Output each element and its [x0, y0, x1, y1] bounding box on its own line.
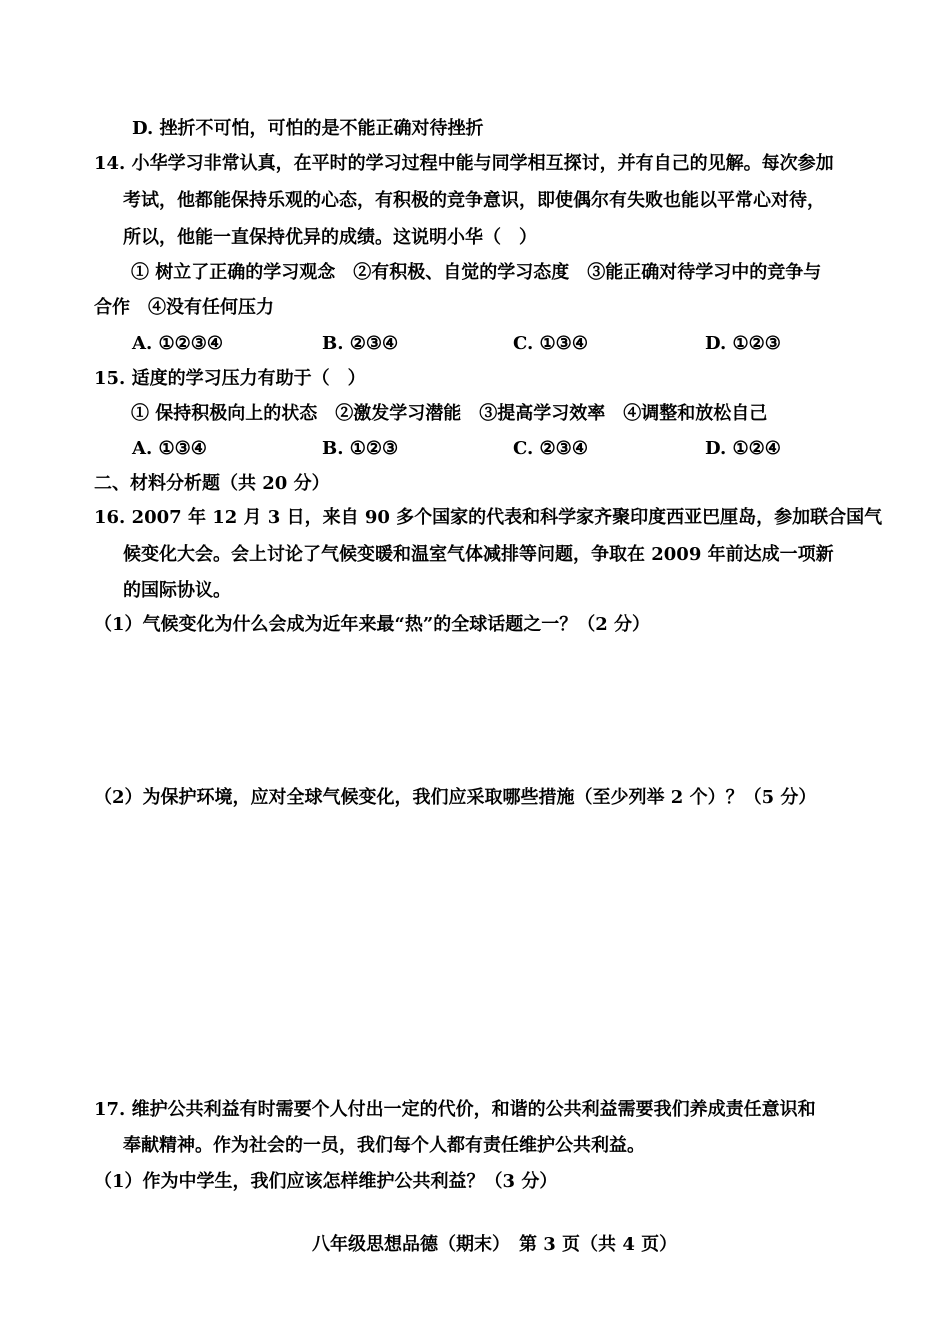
q14-stem-line1: 14. 小华学习非常认真，在平时的学习过程中能与同学相互探讨，并有自己的见解。每次参加 [94, 153, 834, 174]
q14-items-line2: 合作 ④没有任何压力 [94, 297, 274, 318]
q17-sub1: （1）作为中学生，我们应该怎样维护公共利益？（3 分） [94, 1171, 558, 1192]
q16-stem-line1: 16. 2007 年 12 月 3 日，来自 90 多个国家的代表和科学家齐聚印度西亚巴厘岛，参加联合国气 [94, 507, 883, 528]
q16-sub1: （1）气候变化为什么会成为近年来最“热”的全球话题之一？（2 分） [94, 614, 651, 635]
q16-stem-line3: 的国际协议。 [123, 580, 231, 601]
q14-option-d: D. ①②③ [705, 333, 781, 354]
q14-stem-line3: 所以，他能一直保持优异的成绩。这说明小华（ ） [123, 227, 537, 248]
q17-stem-line2: 奉献精神。作为社会的一员，我们每个人都有责任维护公共利益。 [123, 1135, 645, 1156]
section2-heading: 二、材料分析题（共 20 分） [94, 473, 330, 494]
page-footer: 八年级思想品德（期末） 第 3 页（共 4 页） [312, 1234, 678, 1255]
q16-sub2: （2）为保护环境，应对全球气候变化，我们应采取哪些措施（至少列举 2 个）？（5 分） [94, 787, 817, 808]
q13-option-d: D. 挫折不可怕，可怕的是不能正确对待挫折 [132, 118, 484, 139]
q14-option-a: A. ①②③④ [132, 333, 224, 354]
q16-stem-line2: 候变化大会。会上讨论了气候变暖和温室气体减排等问题，争取在 2009 年前达成一项新 [123, 544, 834, 565]
q15-stem: 15. 适度的学习压力有助于（ ） [94, 368, 366, 389]
q15-option-d: D. ①②④ [705, 438, 781, 459]
q14-items-line1: ① 树立了正确的学习观念 ②有积极、自觉的学习态度 ③能正确对待学习中的竞争与 [131, 262, 822, 283]
q14-option-b: B. ②③④ [322, 333, 399, 354]
q15-option-c: C. ②③④ [513, 438, 588, 459]
q14-stem-line2: 考试，他都能保持乐观的心态，有积极的竞争意识，即使偶尔有失败也能以平常心对待， [123, 190, 825, 211]
q15-items: ① 保持积极向上的状态 ②激发学习潜能 ③提高学习效率 ④调整和放松自己 [131, 403, 768, 424]
q15-option-b: B. ①②③ [322, 438, 399, 459]
q17-stem-line1: 17. 维护公共利益有时需要个人付出一定的代价，和谐的公共利益需要我们养成责任意识和 [94, 1099, 816, 1120]
q14-option-c: C. ①③④ [513, 333, 588, 354]
q15-option-a: A. ①③④ [132, 438, 207, 459]
